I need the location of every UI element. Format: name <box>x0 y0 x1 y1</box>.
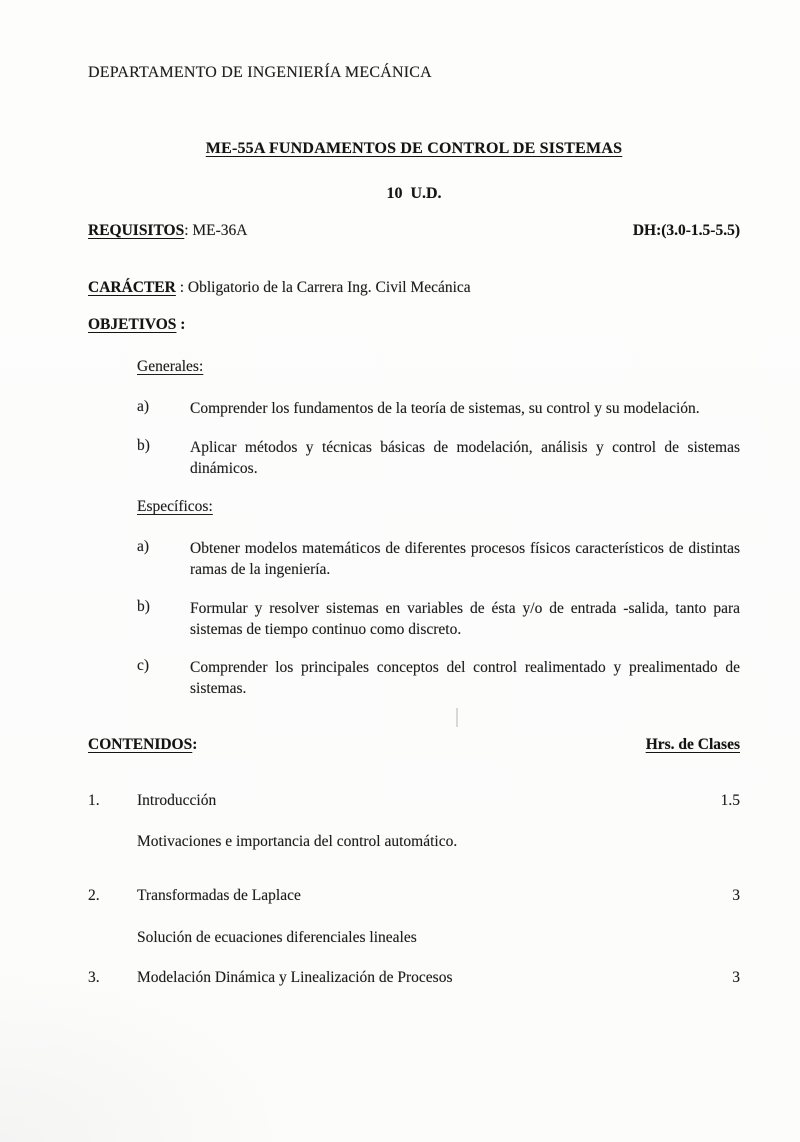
objective-general-b <box>137 437 740 479</box>
objective-text: Comprender los fundamentos de la teoría de sistemas, su control y su modelación. <box>190 400 700 417</box>
requisitos-row <box>88 222 740 240</box>
content-title: Transformadas de Laplace <box>137 887 301 904</box>
content-title: Introducción <box>137 792 217 809</box>
objective-especifico-c <box>137 657 740 699</box>
contenidos-heading-row <box>88 736 740 754</box>
objective-especifico-a <box>137 538 740 580</box>
objective-text: Obtener modelos matemáticos de diferentes procesos físicos característicos de distintas ramas de la ingeniería. <box>190 540 740 578</box>
course-title: ME-55A FUNDAMENTOS DE CONTROL DE SISTEMAS <box>205 140 623 157</box>
caracter-value: : Obligatorio de la Carrera Ing. Civil Mecánica <box>175 279 471 296</box>
objetivos-label: OBJETIVOS <box>88 316 177 333</box>
content-item-1 <box>88 792 740 810</box>
content-item-3 <box>88 969 740 987</box>
contenidos-heading <box>88 736 197 754</box>
contenidos-label: CONTENIDOS <box>88 736 193 753</box>
caracter-label: CARÁCTER <box>88 279 176 296</box>
content-subtitle: Solución de ecuaciones diferenciales lineales <box>137 929 417 946</box>
objetivos-heading-row <box>88 316 740 334</box>
objective-letter: b) <box>137 598 150 615</box>
hours-column-heading: Hrs. de Clases <box>645 736 740 753</box>
objective-text: Comprender los principales conceptos del control realimentado y prealimentado de sistemas. <box>190 659 740 697</box>
content-title: Modelación Dinámica y Linealización de Procesos <box>137 969 453 986</box>
objective-especifico-b <box>137 598 740 640</box>
dh-value: DH:(3.0-1.5-5.5) <box>632 222 740 239</box>
generales-heading: Generales: <box>137 358 204 375</box>
content-hours: 3 <box>732 969 740 986</box>
content-hours: 3 <box>732 887 740 904</box>
content-item-2 <box>88 887 740 905</box>
objective-text: Aplicar métodos y técnicas básicas de modelación, análisis y control de sistemas dinámicos. <box>190 439 740 477</box>
contenidos-colon: : <box>192 736 198 753</box>
content-hours: 1.5 <box>720 792 740 809</box>
content-number: 1. <box>88 792 100 809</box>
course-credits: 10 U.D. <box>386 185 442 202</box>
objective-letter: a) <box>137 538 150 555</box>
caracter-row <box>88 279 740 297</box>
requisitos-field <box>88 222 248 240</box>
objetivos-colon: : <box>176 316 186 333</box>
content-subtitle: Motivaciones e importancia del control automático. <box>137 833 458 850</box>
content-number: 3. <box>88 969 100 986</box>
especificos-heading: Específicos: <box>137 498 213 515</box>
scan-artifact-line <box>456 708 458 727</box>
objective-letter: a) <box>137 398 150 415</box>
course-title-row <box>88 140 740 158</box>
objective-letter: b) <box>137 437 150 454</box>
objective-general-a <box>137 398 740 419</box>
requisitos-label: REQUISITOS <box>88 222 185 239</box>
objective-letter: c) <box>137 657 150 674</box>
department-heading: DEPARTAMENTO DE INGENIERÍA MECÁNICA <box>88 64 432 81</box>
requisitos-value: : ME-36A <box>184 222 248 239</box>
objective-text: Formular y resolver sistemas en variables de ésta y/o de entrada -salida, tanto para sistemas de tiempo continuo como discreto. <box>190 600 740 638</box>
content-number: 2. <box>88 887 100 904</box>
